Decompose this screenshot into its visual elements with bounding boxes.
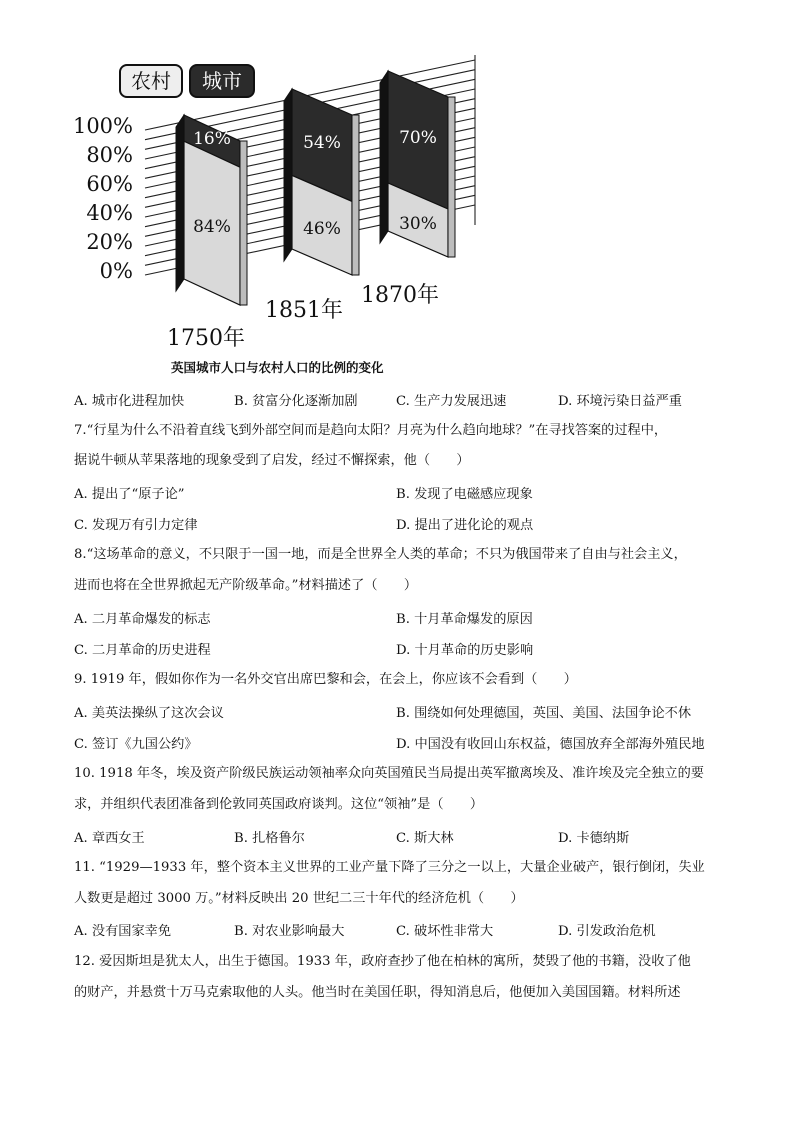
bar-edge: [240, 141, 247, 305]
q11-line-1: 11. “1929—1933 年，整个资本主义世界的工业产量下降了三分之一以上，大量企业破产，银行倒闭，失业: [74, 860, 705, 875]
q10-option-c: C. 斯大林: [396, 831, 454, 846]
q8-option-d: D. 十月革命的历史影响: [396, 643, 534, 658]
bar-side: [284, 89, 292, 261]
q6-option-c: C. 生产力发展迅速: [396, 394, 507, 409]
q11-option-a: A. 没有国家幸免: [74, 924, 172, 939]
q11-option-d: D. 引发政治危机: [558, 924, 656, 939]
bar-urban-label: 16%: [193, 129, 231, 150]
q9-option-b: B. 围绕如何处理德国，英国、美国、法国争论不休: [396, 706, 692, 721]
q11-line-2: 人数更是超过 3000 万。”材料反映出 20 世纪二三十年代的经济危机（ ）: [74, 891, 524, 906]
q10-line-2: 求，并组织代表团准备到伦敦同英国政府谈判。这位“领袖”是（ ）: [74, 797, 484, 812]
q9-line-1: 9. 1919 年，假如你作为一名外交官出席巴黎和会，在会上，你应该不会看到（ ）: [74, 672, 577, 687]
bar-rural-label: 30%: [399, 214, 437, 234]
y-tick-label: 0%: [99, 259, 133, 283]
legend-rural-label: 农村: [131, 69, 171, 93]
q9-option-d: D. 中国没有收回山东权益，德国放弃全部海外殖民地: [396, 737, 705, 752]
legend-urban-label: 城市: [202, 69, 242, 93]
q10-line-1: 10. 1918 年冬，埃及资产阶级民族运动领袖率众向英国殖民当局提出英军撤离埃及、准许埃及完全独立的要: [74, 766, 704, 781]
bar-rural-label: 46%: [303, 219, 341, 240]
q10-option-b: B. 扎格鲁尔: [234, 831, 305, 846]
q7-option-a: A. 提出了“原子论”: [74, 487, 185, 502]
q8-option-b: B. 十月革命爆发的原因: [396, 612, 533, 627]
chart-bars: [167, 71, 455, 351]
q10-option-a: A. 章西女王: [74, 831, 145, 846]
q11-option-b: B. 对农业影响最大: [234, 924, 345, 939]
q6-option-a: A. 城市化进程加快: [74, 394, 185, 409]
category-label: 1750年: [167, 326, 245, 351]
y-tick-label: 80%: [86, 143, 133, 167]
bar-edge: [448, 97, 455, 257]
q8-line-1: 8.“这场革命的意义，不只限于一国一地，而是全世界全人类的革命；不只为俄国带来了自由与社会主义，: [74, 547, 687, 562]
q7-option-c: C. 发现万有引力定律: [74, 518, 198, 533]
q9-option-c: C. 签订《九国公约》: [74, 737, 198, 752]
chart-legend: [120, 65, 254, 97]
q10-option-d: D. 卡德纳斯: [558, 831, 630, 846]
chart-title: 英国城市人口与农村人口的比例的变化: [171, 360, 384, 375]
q8-option-c: C. 二月革命的历史进程: [74, 643, 211, 658]
q9-option-a: A. 美英法操纵了这次会议: [74, 706, 224, 721]
y-tick-label: 60%: [86, 172, 133, 196]
y-tick-label: 100%: [72, 114, 133, 138]
bar-side: [176, 115, 184, 291]
bar-urban-label: 54%: [303, 133, 341, 154]
q8-line-2: 进而也将在全世界掀起无产阶级革命。”材料描述了（ ）: [74, 578, 418, 593]
q11-option-c: C. 破坏性非常大: [396, 924, 494, 939]
q8-option-a: A. 二月革命爆发的标志: [74, 612, 211, 627]
category-label: 1870年: [361, 283, 439, 308]
bar-edge: [352, 115, 359, 275]
q6-option-d: D. 环境污染日益严重: [558, 394, 682, 409]
q6-option-b: B. 贫富分化逐渐加剧: [234, 394, 358, 409]
q7-line-1: 7.“行星为什么不沿着直线飞到外部空间而是趋向太阳？月亮为什么趋向地球？”在寻找答案的过程中，: [74, 423, 668, 438]
q12-line-2: 的财产，并悬赏十万马克索取他的人头。他当时在美国任职，得知消息后，他便加入美国国籍。材料所述: [74, 985, 681, 1000]
q7-option-d: D. 提出了进化论的观点: [396, 518, 534, 533]
y-tick-label: 20%: [86, 230, 133, 254]
y-tick-label: 40%: [86, 201, 133, 225]
q12-line-1: 12. 爱因斯坦是犹太人，出生于德国。1933 年，政府查抄了他在柏林的寓所，焚毁了他的书籍，没收了他: [74, 954, 691, 969]
population-chart: [60, 55, 510, 355]
category-label: 1851年: [265, 298, 343, 323]
bar-side: [380, 71, 388, 243]
bar-urban-label: 70%: [399, 128, 437, 148]
y-axis-ticks: [73, 114, 133, 283]
q7-line-2: 据说牛顿从苹果落地的现象受到了启发，经过不懈探索，他（ ）: [74, 453, 470, 468]
q7-option-b: B. 发现了电磁感应现象: [396, 487, 533, 502]
bar-rural-label: 84%: [193, 217, 231, 238]
